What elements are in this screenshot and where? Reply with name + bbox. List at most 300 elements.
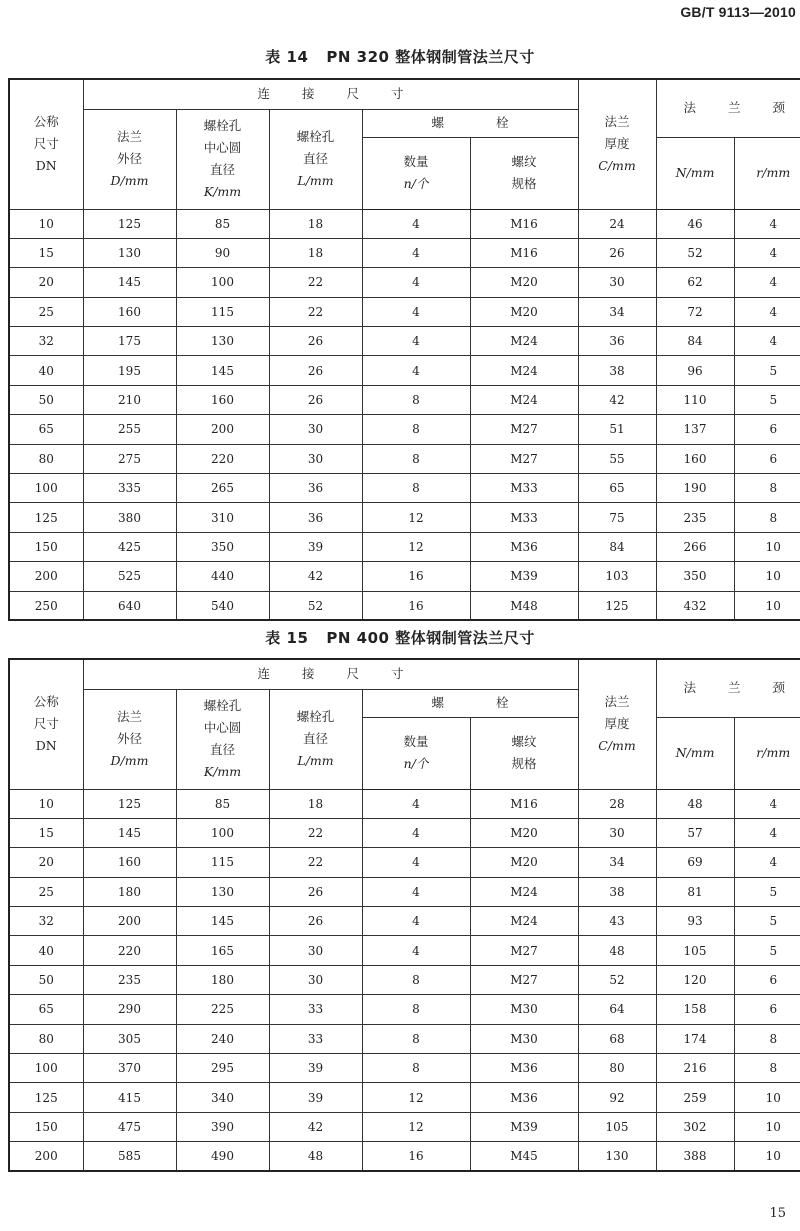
table-cell: 32 xyxy=(9,907,83,936)
col-bolt-count: 数量 n/个 xyxy=(362,137,470,209)
table-cell: 46 xyxy=(656,209,734,238)
table-row xyxy=(9,503,800,532)
table-cell: 195 xyxy=(83,356,176,385)
table-15-caption xyxy=(0,627,800,648)
col-group-connection: 连 接 尺 寸 xyxy=(83,79,578,109)
table-cell: 6 xyxy=(734,444,800,473)
table-row xyxy=(9,297,800,326)
table-cell: 10 xyxy=(734,591,800,620)
table-cell: 8 xyxy=(734,503,800,532)
table-cell: 4 xyxy=(734,209,800,238)
table-cell: 80 xyxy=(578,1054,656,1083)
table-cell: 30 xyxy=(269,936,362,965)
table-cell: 93 xyxy=(656,907,734,936)
table-cell: 540 xyxy=(176,591,269,620)
table-cell: M30 xyxy=(470,995,578,1024)
table-cell: 10 xyxy=(734,1142,800,1171)
table-cell: 25 xyxy=(9,297,83,326)
table-row xyxy=(9,444,800,473)
table-cell: M33 xyxy=(470,474,578,503)
col-group-neck: 法 兰 颈 xyxy=(656,659,800,717)
table-cell: 165 xyxy=(176,936,269,965)
table-cell: 4 xyxy=(362,356,470,385)
table-row xyxy=(9,356,800,385)
table-row xyxy=(9,936,800,965)
table-row xyxy=(9,385,800,414)
table-cell: 130 xyxy=(176,327,269,356)
table-cell: 15 xyxy=(9,818,83,847)
table-cell: 266 xyxy=(656,532,734,561)
col-neck-r: r/mm xyxy=(734,137,800,209)
table-cell: 145 xyxy=(83,268,176,297)
table-cell: 388 xyxy=(656,1142,734,1171)
table-cell: 130 xyxy=(83,238,176,267)
table-cell: 259 xyxy=(656,1083,734,1112)
table-cell: 150 xyxy=(9,1112,83,1141)
table-cell: 50 xyxy=(9,965,83,994)
table-cell: 120 xyxy=(656,965,734,994)
table-cell: 36 xyxy=(578,327,656,356)
table-cell: 235 xyxy=(83,965,176,994)
table-cell: 160 xyxy=(176,385,269,414)
table-cell: 8 xyxy=(362,474,470,503)
table-cell: M27 xyxy=(470,444,578,473)
table-cell: 26 xyxy=(578,238,656,267)
table-cell: 75 xyxy=(578,503,656,532)
table-cell: 4 xyxy=(734,327,800,356)
table-cell: 4 xyxy=(734,848,800,877)
table-cell: 4 xyxy=(362,789,470,818)
table-cell: 24 xyxy=(578,209,656,238)
table-cell: 302 xyxy=(656,1112,734,1141)
table-cell: M39 xyxy=(470,562,578,591)
col-group-connection: 连 接 尺 寸 xyxy=(83,659,578,689)
table-cell: 8 xyxy=(362,995,470,1024)
page-number: 15 xyxy=(769,1206,786,1221)
table-cell: 440 xyxy=(176,562,269,591)
table-cell: M33 xyxy=(470,503,578,532)
col-group-bolts: 螺 栓 xyxy=(362,109,578,137)
table-cell: M16 xyxy=(470,238,578,267)
table-cell: 103 xyxy=(578,562,656,591)
table-cell: M24 xyxy=(470,385,578,414)
table-cell: 125 xyxy=(578,591,656,620)
table-cell: 40 xyxy=(9,936,83,965)
table-cell: M20 xyxy=(470,848,578,877)
col-thickness: 法兰 厚度 C/mm xyxy=(578,79,656,209)
table-cell: 200 xyxy=(9,1142,83,1171)
table-cell: 6 xyxy=(734,415,800,444)
table-cell: 125 xyxy=(83,209,176,238)
standard-id: GB/T 9113—2010 xyxy=(680,4,796,20)
table-cell: 52 xyxy=(269,591,362,620)
table-cell: 200 xyxy=(9,562,83,591)
table-cell: 160 xyxy=(83,297,176,326)
table-row xyxy=(9,562,800,591)
table-cell: 100 xyxy=(176,818,269,847)
table-cell: 4 xyxy=(362,877,470,906)
table-row xyxy=(9,907,800,936)
table-cell: 26 xyxy=(269,356,362,385)
table-cell: 30 xyxy=(578,818,656,847)
table-cell: 16 xyxy=(362,1142,470,1171)
col-bolt-count: 数量 n/个 xyxy=(362,717,470,789)
table-title: PN 400 整体钢制管法兰尺寸 xyxy=(326,629,535,647)
table-cell: 160 xyxy=(656,444,734,473)
table-row xyxy=(9,1112,800,1141)
table-cell: 33 xyxy=(269,1024,362,1053)
table-cell: 65 xyxy=(9,415,83,444)
table-cell: 57 xyxy=(656,818,734,847)
table-cell: 16 xyxy=(362,562,470,591)
table-number: 表 15 xyxy=(265,629,309,647)
table-cell: M16 xyxy=(470,209,578,238)
table-cell: 50 xyxy=(9,385,83,414)
table-cell: M27 xyxy=(470,965,578,994)
table-cell: 125 xyxy=(9,503,83,532)
table-cell: 69 xyxy=(656,848,734,877)
table-cell: 275 xyxy=(83,444,176,473)
table-cell: 4 xyxy=(734,268,800,297)
table-cell: 8 xyxy=(734,1054,800,1083)
table-cell: 10 xyxy=(734,1083,800,1112)
flange-dimension-table-pn400 xyxy=(8,658,800,1172)
table-cell: 525 xyxy=(83,562,176,591)
table-cell: 115 xyxy=(176,297,269,326)
table-cell: 145 xyxy=(83,818,176,847)
flange-dimension-table-pn320 xyxy=(8,78,800,621)
table-cell: 96 xyxy=(656,356,734,385)
table-cell: 105 xyxy=(578,1112,656,1141)
table-cell: 42 xyxy=(269,562,362,591)
table-cell: 105 xyxy=(656,936,734,965)
table-cell: 15 xyxy=(9,238,83,267)
table-cell: M20 xyxy=(470,268,578,297)
table-cell: 65 xyxy=(578,474,656,503)
table-cell: 64 xyxy=(578,995,656,1024)
table-cell: 80 xyxy=(9,1024,83,1053)
table-row xyxy=(9,238,800,267)
table-cell: 255 xyxy=(83,415,176,444)
table-cell: M30 xyxy=(470,1024,578,1053)
table-cell: 16 xyxy=(362,591,470,620)
col-bolt-circle: 螺栓孔 中心圆 直径 K/mm xyxy=(176,689,269,789)
table-row xyxy=(9,268,800,297)
table-cell: 12 xyxy=(362,1112,470,1141)
table-cell: 200 xyxy=(83,907,176,936)
col-bolt-hole: 螺栓孔 直径 L/mm xyxy=(269,109,362,209)
table-cell: M36 xyxy=(470,1083,578,1112)
col-bolt-circle: 螺栓孔 中心圆 直径 K/mm xyxy=(176,109,269,209)
table-cell: 18 xyxy=(269,789,362,818)
table-cell: M16 xyxy=(470,789,578,818)
table-cell: M20 xyxy=(470,818,578,847)
table-cell: 4 xyxy=(734,297,800,326)
table-cell: 125 xyxy=(83,789,176,818)
table-cell: 30 xyxy=(269,444,362,473)
table-cell: 51 xyxy=(578,415,656,444)
table-cell: M39 xyxy=(470,1112,578,1141)
table-cell: 310 xyxy=(176,503,269,532)
table-cell: 190 xyxy=(656,474,734,503)
table-cell: 85 xyxy=(176,209,269,238)
table-cell: 8 xyxy=(362,1054,470,1083)
col-flange-od: 法兰 外径 D/mm xyxy=(83,109,176,209)
table-cell: 305 xyxy=(83,1024,176,1053)
table-cell: 180 xyxy=(83,877,176,906)
table-cell: 5 xyxy=(734,877,800,906)
table-cell: 22 xyxy=(269,268,362,297)
table-number: 表 14 xyxy=(265,48,309,66)
table-cell: 39 xyxy=(269,532,362,561)
table-cell: 110 xyxy=(656,385,734,414)
table-cell: 26 xyxy=(269,385,362,414)
table-cell: 6 xyxy=(734,965,800,994)
table-cell: M20 xyxy=(470,297,578,326)
table-cell: 26 xyxy=(269,327,362,356)
table-cell: 115 xyxy=(176,848,269,877)
table-cell: 22 xyxy=(269,848,362,877)
table-cell: 5 xyxy=(734,385,800,414)
table-cell: 174 xyxy=(656,1024,734,1053)
table-cell: 4 xyxy=(734,789,800,818)
col-thickness: 法兰 厚度 C/mm xyxy=(578,659,656,789)
table-cell: 490 xyxy=(176,1142,269,1171)
table-cell: 48 xyxy=(656,789,734,818)
table-cell: 210 xyxy=(83,385,176,414)
table-cell: 265 xyxy=(176,474,269,503)
table-cell: 8 xyxy=(362,415,470,444)
table-cell: 36 xyxy=(269,474,362,503)
table-cell: 22 xyxy=(269,297,362,326)
table-row xyxy=(9,415,800,444)
table-cell: M36 xyxy=(470,1054,578,1083)
table-cell: 240 xyxy=(176,1024,269,1053)
table-cell: 220 xyxy=(83,936,176,965)
table-cell: 380 xyxy=(83,503,176,532)
table-cell: 68 xyxy=(578,1024,656,1053)
table-row xyxy=(9,789,800,818)
table-cell: 4 xyxy=(362,238,470,267)
table-cell: 38 xyxy=(578,356,656,385)
table-cell: M24 xyxy=(470,907,578,936)
table-cell: 4 xyxy=(362,268,470,297)
table-cell: 30 xyxy=(269,415,362,444)
col-neck-n: N/mm xyxy=(656,717,734,789)
table-cell: 175 xyxy=(83,327,176,356)
table-cell: 5 xyxy=(734,356,800,385)
col-thread: 螺纹 规格 xyxy=(470,717,578,789)
table-cell: 350 xyxy=(656,562,734,591)
table-cell: 20 xyxy=(9,848,83,877)
table-cell: 10 xyxy=(734,1112,800,1141)
table-cell: 12 xyxy=(362,503,470,532)
table-row xyxy=(9,965,800,994)
table-cell: 235 xyxy=(656,503,734,532)
table-cell: M24 xyxy=(470,877,578,906)
table-cell: 36 xyxy=(269,503,362,532)
table-cell: 30 xyxy=(269,965,362,994)
table-cell: 6 xyxy=(734,995,800,1024)
table-cell: 39 xyxy=(269,1083,362,1112)
table-cell: 4 xyxy=(362,327,470,356)
table-cell: 370 xyxy=(83,1054,176,1083)
table-cell: M27 xyxy=(470,936,578,965)
table-cell: 10 xyxy=(734,562,800,591)
table-cell: 84 xyxy=(656,327,734,356)
table-cell: 90 xyxy=(176,238,269,267)
table-cell: 18 xyxy=(269,209,362,238)
table-cell: 48 xyxy=(269,1142,362,1171)
table-cell: 84 xyxy=(578,532,656,561)
table-cell: 4 xyxy=(362,297,470,326)
table-cell: 350 xyxy=(176,532,269,561)
table-cell: 10 xyxy=(9,209,83,238)
table-cell: 5 xyxy=(734,907,800,936)
table-cell: M24 xyxy=(470,356,578,385)
table-cell: 4 xyxy=(362,848,470,877)
table-cell: 585 xyxy=(83,1142,176,1171)
table-cell: 220 xyxy=(176,444,269,473)
table-cell: 40 xyxy=(9,356,83,385)
table-cell: 55 xyxy=(578,444,656,473)
table-row xyxy=(9,1024,800,1053)
col-neck-r: r/mm xyxy=(734,717,800,789)
table-row xyxy=(9,995,800,1024)
table-row xyxy=(9,1083,800,1112)
table-cell: 390 xyxy=(176,1112,269,1141)
table-cell: 65 xyxy=(9,995,83,1024)
col-nominal-size: 公称 尺寸 DN xyxy=(9,79,83,209)
table-cell: 39 xyxy=(269,1054,362,1083)
table-cell: 4 xyxy=(734,818,800,847)
table-cell: 5 xyxy=(734,936,800,965)
table-cell: 4 xyxy=(362,209,470,238)
table-cell: 415 xyxy=(83,1083,176,1112)
table-cell: 10 xyxy=(734,532,800,561)
table-cell: M27 xyxy=(470,415,578,444)
table-cell: 100 xyxy=(176,268,269,297)
table-cell: 26 xyxy=(269,907,362,936)
table-cell: 125 xyxy=(9,1083,83,1112)
table-cell: 18 xyxy=(269,238,362,267)
table-cell: 12 xyxy=(362,532,470,561)
table-cell: 8 xyxy=(734,474,800,503)
table-cell: 160 xyxy=(83,848,176,877)
col-neck-n: N/mm xyxy=(656,137,734,209)
table-cell: 4 xyxy=(362,936,470,965)
table-cell: 145 xyxy=(176,907,269,936)
table-cell: 200 xyxy=(176,415,269,444)
col-thread: 螺纹 规格 xyxy=(470,137,578,209)
table-cell: 335 xyxy=(83,474,176,503)
table-cell: 42 xyxy=(269,1112,362,1141)
table-row xyxy=(9,474,800,503)
table-cell: 432 xyxy=(656,591,734,620)
table-cell: 216 xyxy=(656,1054,734,1083)
col-bolt-hole: 螺栓孔 直径 L/mm xyxy=(269,689,362,789)
table-cell: 80 xyxy=(9,444,83,473)
table-cell: 475 xyxy=(83,1112,176,1141)
table-row xyxy=(9,848,800,877)
table-cell: 62 xyxy=(656,268,734,297)
table-cell: 52 xyxy=(578,965,656,994)
table-cell: 25 xyxy=(9,877,83,906)
table-cell: 43 xyxy=(578,907,656,936)
table-14-caption xyxy=(0,46,800,67)
table-cell: 52 xyxy=(656,238,734,267)
table-row xyxy=(9,591,800,620)
table-cell: 8 xyxy=(362,385,470,414)
table-row xyxy=(9,877,800,906)
table-cell: 137 xyxy=(656,415,734,444)
table-cell: 100 xyxy=(9,1054,83,1083)
table-cell: 145 xyxy=(176,356,269,385)
table-cell: M45 xyxy=(470,1142,578,1171)
table-cell: 100 xyxy=(9,474,83,503)
table-cell: 640 xyxy=(83,591,176,620)
table-row xyxy=(9,1054,800,1083)
table-cell: 48 xyxy=(578,936,656,965)
table-cell: 340 xyxy=(176,1083,269,1112)
table-cell: 32 xyxy=(9,327,83,356)
table-cell: 72 xyxy=(656,297,734,326)
table-row xyxy=(9,532,800,561)
table-cell: 4 xyxy=(734,238,800,267)
col-group-bolts: 螺 栓 xyxy=(362,689,578,717)
table-cell: M36 xyxy=(470,532,578,561)
table-cell: 180 xyxy=(176,965,269,994)
table-cell: 130 xyxy=(578,1142,656,1171)
table-cell: 33 xyxy=(269,995,362,1024)
col-flange-od: 法兰 外径 D/mm xyxy=(83,689,176,789)
table-cell: 34 xyxy=(578,848,656,877)
table-cell: 30 xyxy=(578,268,656,297)
table-row xyxy=(9,209,800,238)
table-cell: 130 xyxy=(176,877,269,906)
table-row xyxy=(9,1142,800,1171)
table-cell: 8 xyxy=(362,1024,470,1053)
table-cell: 8 xyxy=(362,444,470,473)
table-cell: M24 xyxy=(470,327,578,356)
table-cell: 10 xyxy=(9,789,83,818)
table-cell: 4 xyxy=(362,818,470,847)
table-cell: 81 xyxy=(656,877,734,906)
table-cell: 290 xyxy=(83,995,176,1024)
table-title: PN 320 整体钢制管法兰尺寸 xyxy=(326,48,535,66)
table-cell: 250 xyxy=(9,591,83,620)
table-cell: 20 xyxy=(9,268,83,297)
table-cell: 158 xyxy=(656,995,734,1024)
table-cell: 8 xyxy=(734,1024,800,1053)
table-cell: 34 xyxy=(578,297,656,326)
table-cell: 4 xyxy=(362,907,470,936)
table-cell: 150 xyxy=(9,532,83,561)
table-cell: 22 xyxy=(269,818,362,847)
table-cell: 85 xyxy=(176,789,269,818)
table-cell: 8 xyxy=(362,965,470,994)
table-cell: 38 xyxy=(578,877,656,906)
table-cell: 425 xyxy=(83,532,176,561)
table-cell: M48 xyxy=(470,591,578,620)
table-cell: 26 xyxy=(269,877,362,906)
col-nominal-size: 公称 尺寸 DN xyxy=(9,659,83,789)
col-group-neck: 法 兰 颈 xyxy=(656,79,800,137)
table-cell: 12 xyxy=(362,1083,470,1112)
table-cell: 295 xyxy=(176,1054,269,1083)
table-cell: 92 xyxy=(578,1083,656,1112)
table-cell: 42 xyxy=(578,385,656,414)
